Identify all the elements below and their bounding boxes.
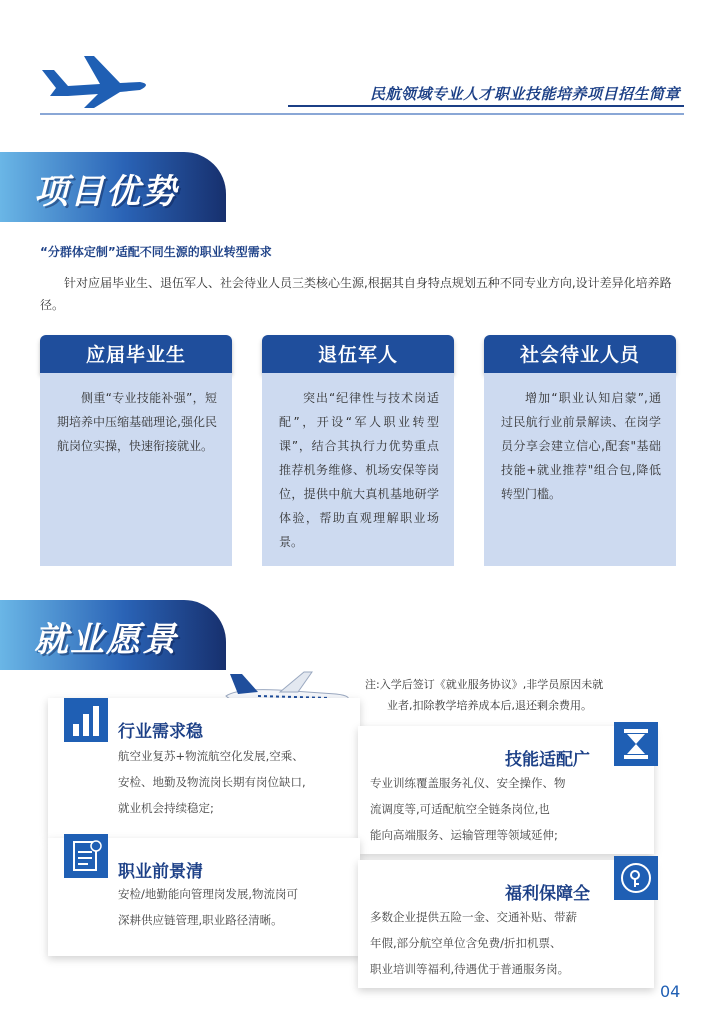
checklist-icon [64, 834, 108, 878]
header-divider [288, 105, 684, 107]
card-title-graduates: 应届毕业生 [40, 335, 232, 373]
item-line: 职业培训等福利,待遇优于普通服务岗。 [370, 962, 570, 976]
item-text [370, 770, 655, 848]
item-line: 流调度等,可适配航空全链条岗位,也 [370, 802, 550, 816]
section-subtitle: “分群体定制”适配不同生源的职业转型需求 [40, 245, 272, 259]
hourglass-icon [614, 722, 658, 766]
item-line: 年假,部分航空单位含免费/折扣机票、 [370, 936, 562, 950]
page-number: 04 [660, 982, 681, 1001]
item-text [118, 743, 363, 821]
card-text: 侧重“专业技能补强”，短期培养中压缩基础理论,强化民航岗位实操，快速衔接就业。 [57, 391, 217, 453]
card-unemployed [484, 373, 676, 566]
item-text [370, 904, 655, 982]
section-title-advantages: 项目优势 [34, 172, 178, 212]
item-line: 能向高端服务、运输管理等领域延伸; [370, 828, 558, 842]
employment-note [365, 674, 665, 716]
item-title: 福利保障全 [505, 884, 590, 904]
card-text: 突出“纪律性与技术岗适配”，开设“军人职业转型课”，结合其执行力优势重点推荐机务维修、机场安保等岗位，提供中航大真机基地研学体验，帮助直观理解职业场景。 [279, 391, 439, 549]
item-line: 安检、地勤及物流岗长期有岗位缺口, [118, 775, 306, 789]
intro-paragraph: 针对应届毕业生、退伍军人、社会待业人员三类核心生源,根据其自身特点规划五种不同专业方向,设计差异化培养路径。 [40, 276, 672, 312]
section-title-employment: 就业愿景 [34, 620, 178, 660]
shield-lock-icon [614, 856, 658, 900]
plane-logo-icon [40, 50, 152, 110]
item-line: 航空业复苏+物流航空化发展,空乘、 [118, 749, 304, 763]
item-line: 深耕供应链管理,职业路径清晰。 [118, 913, 283, 927]
item-title: 职业前景清 [118, 862, 203, 882]
card-title-unemployed: 社会待业人员 [484, 335, 676, 373]
item-line: 多数企业提供五险一金、交通补贴、带薪 [370, 910, 577, 924]
bar-chart-icon [64, 698, 108, 742]
card-graduates [40, 373, 232, 566]
item-title: 技能适配广 [505, 750, 590, 770]
item-line: 就业机会持续稳定; [118, 801, 214, 815]
header-title: 民航领域专业人才职业技能培养项目招生简章 [369, 85, 680, 103]
card-text: 增加“职业认知启蒙”,通过民航行业前景解读、在岗学员分享会建立信心,配套"基础技能+就业推荐"组合包,降低转型门槛。 [501, 391, 661, 501]
header-divider-light [40, 113, 684, 115]
item-line: 专业训练覆盖服务礼仪、安全操作、物 [370, 776, 566, 790]
item-line: 安检/地勤能向管理岗发展,物流岗可 [118, 887, 299, 901]
item-title: 行业需求稳 [118, 722, 203, 742]
card-veterans [262, 373, 454, 566]
note-line: 注:入学后签订《就业服务协议》,非学员原因未就 [365, 678, 604, 691]
card-title-veterans: 退伍军人 [262, 335, 454, 373]
note-line: 业者,扣除教学培养成本后,退还剩余费用。 [387, 699, 592, 712]
item-text [118, 881, 363, 933]
